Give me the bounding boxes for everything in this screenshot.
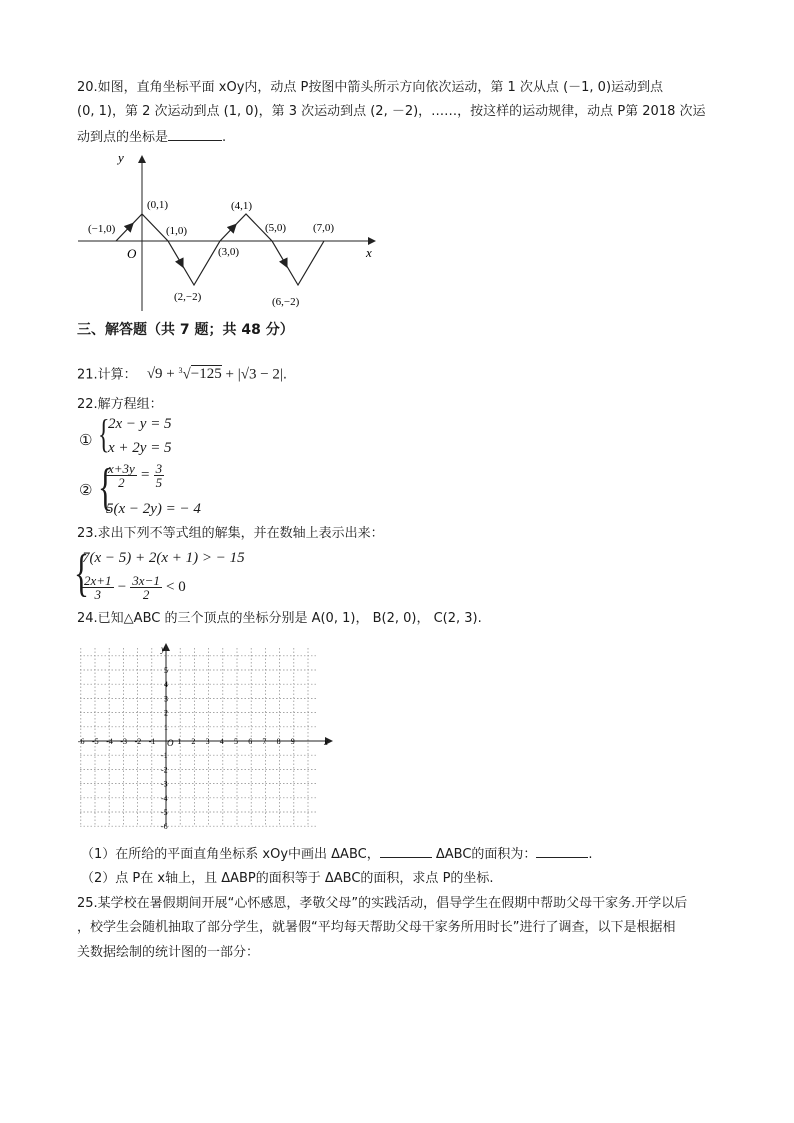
q20-motion-graph — [70, 146, 390, 316]
q22-eq1a: 2x − y = 5 — [108, 416, 172, 432]
x-tick-label: 7 — [262, 737, 267, 746]
q24-y-ticks — [161, 666, 168, 830]
q24-draw-blank[interactable] — [380, 843, 432, 858]
q24-area-blank[interactable] — [536, 843, 588, 858]
q24-sub1-text: （1）在所给的平面直角坐标系 xOy中画出 ΔABC， — [81, 847, 380, 862]
q20-line1: 20.如图，直角坐标平面 xOy内，动点 P按图中箭头所示方向依次运动，第 1 次从点 (－1, 0)运动到点 — [77, 80, 664, 95]
q20-x-label: x — [366, 245, 372, 260]
q21-expr-a: √9 + — [146, 366, 179, 383]
q22-prefix: 22.解方程组： — [77, 397, 163, 412]
x-tick-label: -5 — [92, 737, 99, 746]
section-3-heading: 三、解答题（共 7 题；共 48 分） — [77, 322, 294, 338]
q22-eq2a — [106, 460, 164, 491]
frac-num: 3x−1 — [132, 573, 160, 588]
q23-prefix: 23.求出下列不等式组的解集，并在数轴上表示出来： — [77, 526, 384, 541]
frac-den: 5 — [155, 475, 163, 490]
frac-num: x+3y — [108, 461, 135, 476]
q20-point-label: (1,0) — [166, 225, 188, 237]
x-tick-label: -1 — [148, 737, 156, 746]
y-tick-label: 3 — [164, 694, 168, 704]
x-tick-label: -4 — [106, 737, 113, 746]
x-tick-label: -6 — [77, 737, 85, 746]
q20-point-label: (2,−2) — [174, 291, 202, 303]
x-tick-label: -2 — [134, 737, 142, 746]
q20-point-label: (7,0) — [313, 222, 335, 234]
y-tick-label: 2 — [164, 708, 168, 718]
q24-line: 24.已知△ABC 的三个顶点的坐标分别是 A(0, 1)， B(2, 0)， C(2, 3). — [77, 611, 482, 626]
q22-mark1: ① — [79, 431, 93, 449]
q23-frac2 — [130, 574, 162, 601]
q20-line2: (0, 1)，第 2 次运动到点 (1, 0)，第 3 次运动到点 (2, －2)，……，按这样的运动规律，动点 P第 2018 次运 — [77, 104, 706, 119]
x-tick-label: 2 — [191, 737, 196, 746]
q21-suffix: . — [282, 367, 288, 383]
q20-point-label: (3,0) — [218, 246, 240, 258]
y-tick-label: 4 — [164, 680, 168, 690]
q23-frac1 — [82, 574, 114, 601]
x-tick-label: 1 — [177, 737, 182, 746]
q24-grid-lines — [77, 648, 318, 826]
q20-point-label: (0,1) — [147, 199, 169, 211]
y-tick-label: -3 — [161, 779, 168, 789]
frac-den: 2 — [142, 587, 150, 602]
q21-prefix: 21.计算： — [77, 367, 137, 383]
frac-den: 3 — [94, 587, 102, 602]
q23-ineq2 — [82, 572, 186, 603]
q21-cube-index: 3 — [178, 366, 183, 375]
q21-expr-b: −125 — [190, 366, 222, 383]
q25-line2: ，校学生会随机抽取了部分学生，就暑假“平均每天帮助父母干家务所用时长”进行了调查，以下是根据相 — [77, 920, 676, 935]
y-tick-label: 5 — [164, 666, 168, 675]
q24-sub1 — [81, 843, 593, 865]
q20-y-label: y — [118, 150, 124, 165]
y-tick-label: 1 — [164, 722, 168, 732]
x-tick-label: 8 — [276, 737, 281, 746]
y-tick-label: -5 — [161, 808, 168, 817]
x-tick-label: 9 — [290, 737, 295, 746]
frac-den: 2 — [118, 475, 125, 490]
q20-point-label: (4,1) — [231, 200, 253, 212]
q21-expr-c: |√3 − 2| — [237, 366, 283, 383]
x-tick-label: -3 — [120, 737, 128, 746]
q24-y-label: y — [161, 644, 165, 654]
q20-line3-text: 动到点的坐标是 — [77, 130, 169, 145]
q22-brace2: { — [98, 459, 113, 516]
q21-root-sign: √ — [182, 366, 191, 383]
q22-mark2: ② — [79, 481, 93, 499]
q20-point-label: (5,0) — [265, 222, 287, 234]
q23-ineq1: 7(x − 5) + 2(x + 1) > − 15 — [82, 550, 245, 566]
q25-line1: 25.某学校在暑假期间开展“心怀感恩，孝敬父母”的实践活动，倡导学生在假期中帮助父母干家务.开学以后 — [77, 896, 688, 911]
q25-line3: 关数据绘制的统计图的一部分： — [77, 945, 260, 960]
q22-eq2b: 5(x − 2y) = − 4 — [106, 501, 201, 517]
q22-eq2a-lhs — [106, 462, 137, 489]
q20-point-label: (6,−2) — [272, 296, 300, 308]
q23-brace: { — [74, 545, 89, 602]
q24-origin: O — [167, 738, 174, 748]
q20-point-label: (−1,0) — [88, 223, 116, 235]
q22-eq2a-rhs — [154, 462, 165, 489]
q20-line3-end: . — [222, 130, 227, 145]
q24-sub2: （2）点 P在 x轴上，且 ΔABP的面积等于 ΔABC的面积，求点 P的坐标. — [81, 871, 494, 886]
x-tick-label: 3 — [205, 737, 210, 746]
q24-sub1-area-text: ΔABC的面积为： — [431, 847, 537, 862]
q21-line — [77, 361, 287, 385]
y-tick-label: -2 — [161, 765, 168, 775]
q24-sub1-end: . — [588, 847, 593, 862]
q23-minus: − — [117, 579, 127, 595]
x-tick-label: 6 — [248, 737, 253, 746]
q22-eq2a-equals: = — [140, 467, 150, 483]
q24-coordinate-grid[interactable] — [72, 640, 342, 830]
q22-eq1b: x + 2y = 5 — [108, 440, 172, 456]
q20-line3 — [77, 126, 226, 148]
q20-answer-blank[interactable] — [168, 126, 222, 141]
q22-brace1: { — [98, 411, 110, 456]
x-tick-label: 5 — [234, 737, 238, 746]
q20-origin-label: O — [127, 246, 137, 261]
y-tick-label: -6 — [161, 822, 168, 830]
frac-num: 3 — [155, 461, 163, 476]
y-tick-label: -4 — [161, 793, 168, 803]
q24-x-label: x — [324, 737, 328, 747]
x-tick-label: 4 — [219, 737, 224, 746]
frac-num: 2x+1 — [84, 573, 112, 588]
y-tick-label: -1 — [161, 751, 168, 761]
q21-plus: + — [221, 366, 238, 383]
q23-tail: < 0 — [165, 579, 186, 595]
